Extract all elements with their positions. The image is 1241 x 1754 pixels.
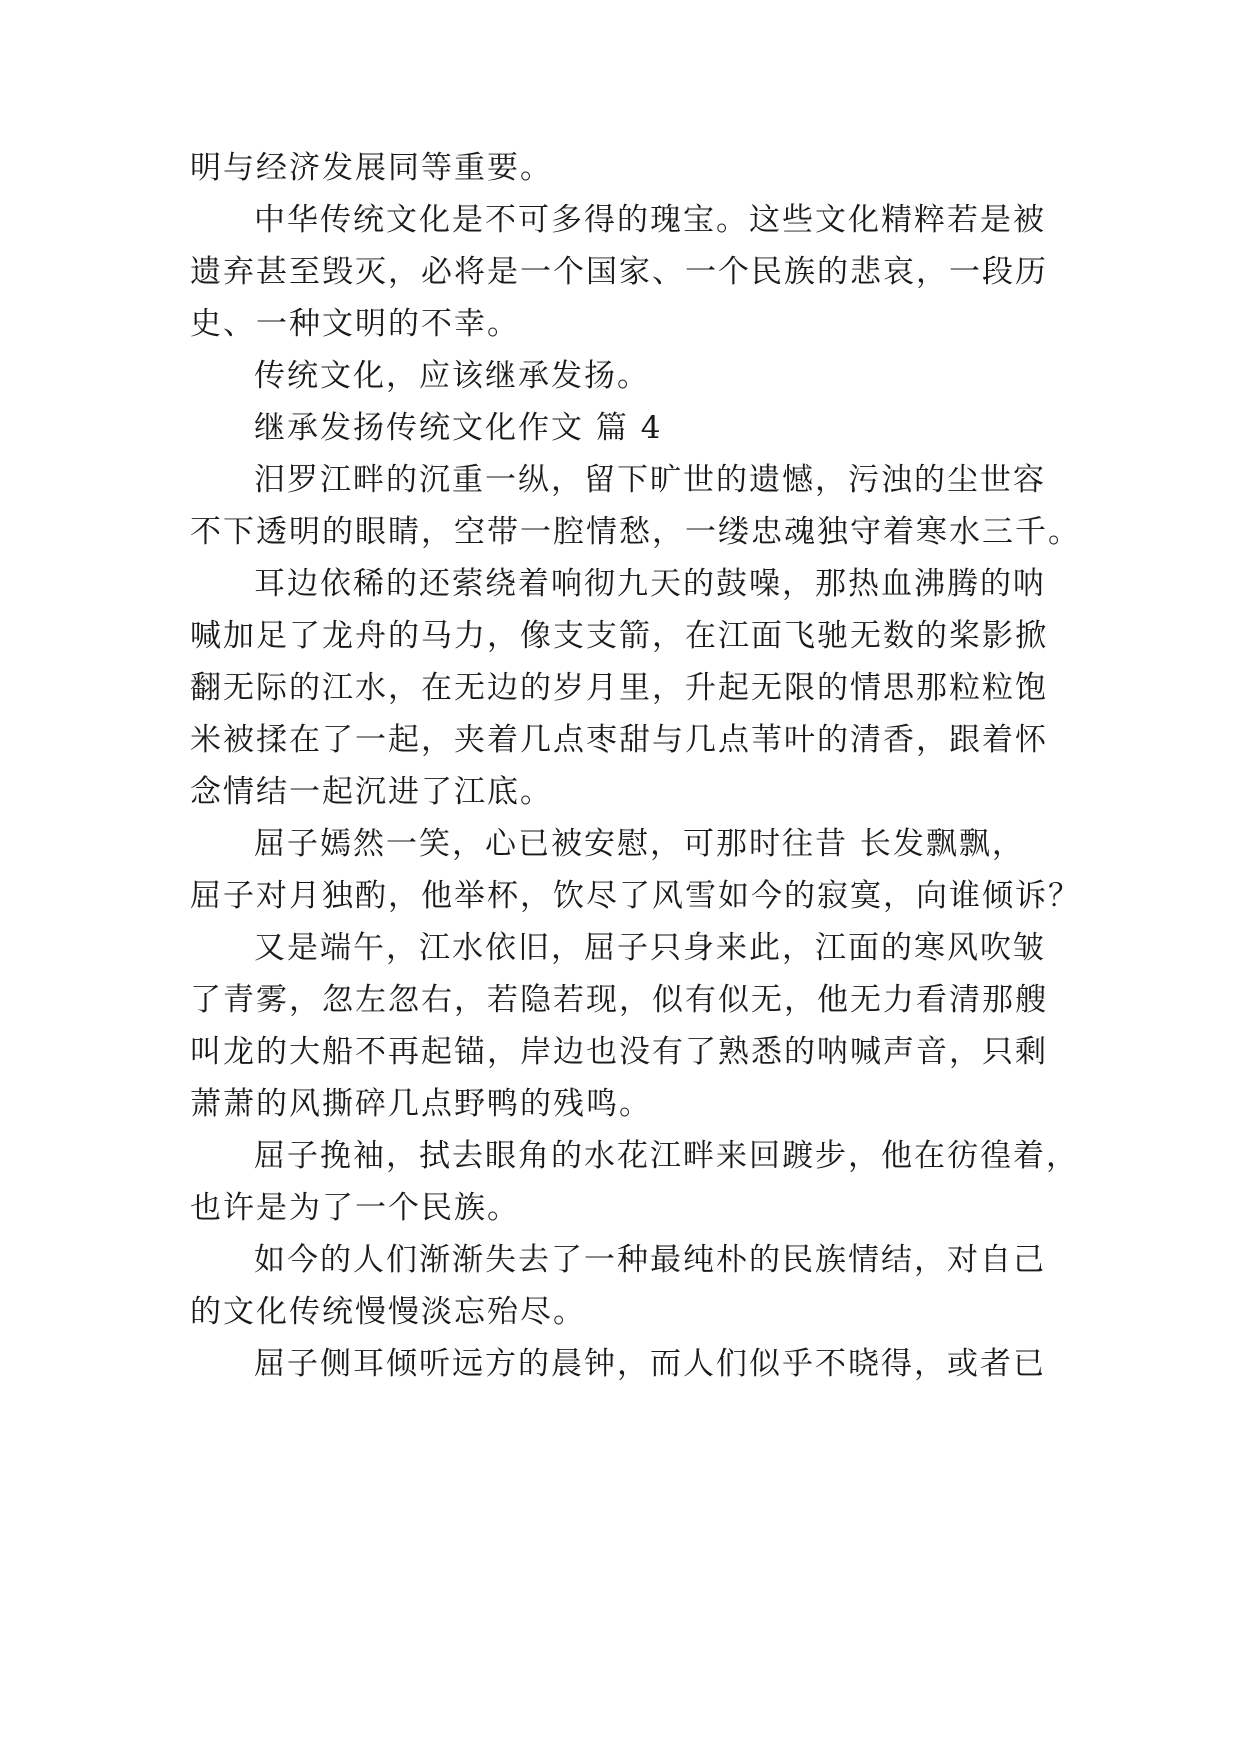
paragraph-start-line: 如今的人们渐渐失去了一种最纯朴的民族情结，对自己 <box>254 1242 1046 1278</box>
paragraph-start-line: 屈子嫣然一笑，心已被安慰，可那时往昔 长发飘飘， <box>254 826 1025 862</box>
text-line: 明与经济发展同等重要。 <box>190 150 553 186</box>
text-line: 了青雾，忽左忽右，若隐若现，似有似无，他无力看清那艘 <box>190 982 1048 1018</box>
paragraph-start-line: 屈子挽袖，拭去眼角的水花江畔来回踱步，他在彷徨着， <box>254 1138 1079 1174</box>
text-line: 遗弃甚至毁灭，必将是一个国家、一个民族的悲哀，一段历 <box>190 254 1048 290</box>
text-line: 叫龙的大船不再起锚，岸边也没有了熟悉的呐喊声音，只剩 <box>190 1034 1048 1070</box>
text-line: 米被揉在了一起，夹着几点枣甜与几点苇叶的清香，跟着怀 <box>190 722 1048 758</box>
text-line: 也许是为了一个民族。 <box>190 1190 520 1226</box>
text-line: 屈子对月独酌，他举杯，饮尽了风雪如今的寂寞，向谁倾诉？ <box>190 878 1081 914</box>
text-line: 念情结一起沉进了江底。 <box>190 774 553 810</box>
text-line: 不下透明的眼睛，空带一腔情愁，一缕忠魂独守着寒水三千。 <box>190 514 1081 550</box>
paragraph-start-line: 屈子侧耳倾听远方的晨钟，而人们似乎不晓得，或者已 <box>254 1346 1046 1382</box>
text-line: 史、一种文明的不幸。 <box>190 306 520 342</box>
section-heading: 继承发扬传统文化作文 篇 4 <box>254 410 663 446</box>
text-line: 的文化传统慢慢淡忘殆尽。 <box>190 1294 586 1330</box>
paragraph-start-line: 耳边依稀的还萦绕着响彻九天的鼓噪，那热血沸腾的呐 <box>254 566 1046 602</box>
document-page <box>190 0 1081 1754</box>
text-line: 喊加足了龙舟的马力，像支支箭，在江面飞驰无数的桨影掀 <box>190 618 1048 654</box>
paragraph-start-line: 汨罗江畔的沉重一纵，留下旷世的遗憾，污浊的尘世容 <box>254 462 1046 498</box>
text-line: 萧萧的风撕碎几点野鸭的残鸣。 <box>190 1086 652 1122</box>
text-line: 翻无际的江水，在无边的岁月里，升起无限的情思那粒粒饱 <box>190 670 1048 706</box>
paragraph-start-line: 传统文化，应该继承发扬。 <box>254 358 650 394</box>
paragraph-start-line: 中华传统文化是不可多得的瑰宝。这些文化精粹若是被 <box>254 202 1046 238</box>
paragraph-start-line: 又是端午，江水依旧，屈子只身来此，江面的寒风吹皱 <box>254 930 1046 966</box>
